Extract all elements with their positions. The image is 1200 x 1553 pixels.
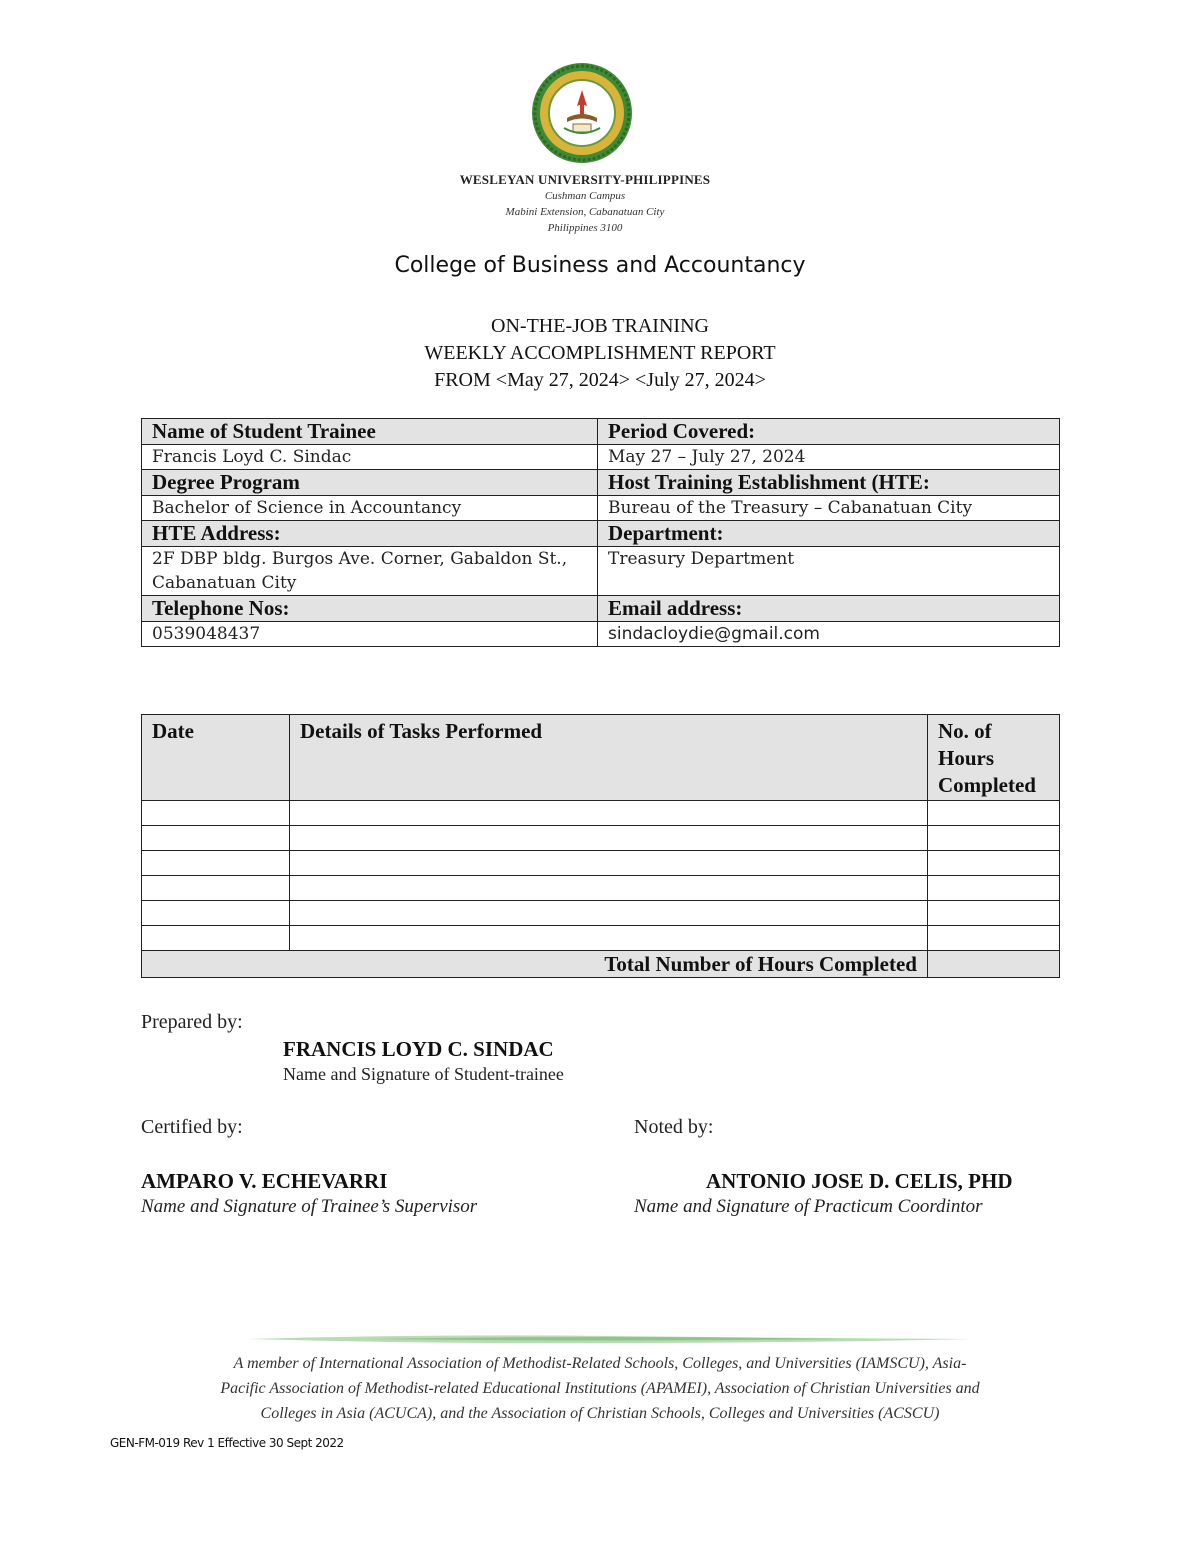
hours-cell[interactable] xyxy=(928,801,1060,826)
details-cell[interactable] xyxy=(290,876,928,901)
degree-program-label: Degree Program xyxy=(142,470,598,496)
certified-by-label: Certified by: xyxy=(141,1116,243,1138)
total-hours-value[interactable] xyxy=(928,951,1060,978)
period-covered-value: May 27 – July 27, 2024 xyxy=(598,445,1060,470)
table-row xyxy=(142,826,1060,851)
details-cell[interactable] xyxy=(290,801,928,826)
trainee-role: Name and Signature of Student-trainee xyxy=(283,1064,564,1084)
details-column-header: Details of Tasks Performed xyxy=(290,715,928,801)
hte-address-label: HTE Address: xyxy=(142,521,598,547)
hte-address-line-1: 2F DBP bldg. Burgos Ave. Corner, Gabaldon St., xyxy=(152,549,568,569)
telephone-label: Telephone Nos: xyxy=(142,596,598,622)
hours-column-header xyxy=(928,715,1060,801)
student-name-value: Francis Loyd C. Sindac xyxy=(142,445,598,470)
college-name: College of Business and Accountancy xyxy=(394,253,806,278)
footer-divider xyxy=(248,1332,970,1346)
details-cell[interactable] xyxy=(290,851,928,876)
membership-line-2: Pacific Association of Methodist-related Educational Institutions (APAMEI), Association of Christian Universities and xyxy=(220,1380,980,1397)
hours-cell[interactable] xyxy=(928,926,1060,951)
hours-header-line-2: Hours xyxy=(938,746,995,770)
table-row xyxy=(142,547,1060,596)
form-code: GEN-FM-019 Rev 1 Effective 30 Sept 2022 xyxy=(110,1436,344,1450)
email-label: Email address: xyxy=(598,596,1060,622)
details-cell[interactable] xyxy=(290,926,928,951)
membership-statement xyxy=(160,1351,1040,1426)
table-row xyxy=(142,801,1060,826)
table-row xyxy=(142,496,1060,521)
university-country: Philippines 3100 xyxy=(547,222,623,234)
trainee-info-table xyxy=(141,418,1060,647)
university-seal-logo xyxy=(531,62,633,164)
table-row xyxy=(142,876,1060,901)
coordinator-role: Name and Signature of Practicum Coordintor xyxy=(634,1196,983,1217)
date-cell[interactable] xyxy=(142,826,290,851)
telephone-value: 0539048437 xyxy=(142,622,598,647)
noted-by-label: Noted by: xyxy=(634,1116,714,1138)
total-hours-label: Total Number of Hours Completed xyxy=(142,951,928,978)
hours-cell[interactable] xyxy=(928,901,1060,926)
supervisor-name: AMPARO V. ECHEVARRI xyxy=(141,1169,388,1193)
hte-address-value xyxy=(142,547,598,596)
tasks-header-row xyxy=(142,715,1060,801)
hours-cell[interactable] xyxy=(928,851,1060,876)
hours-header-line-3: Completed xyxy=(938,773,1036,797)
table-row xyxy=(142,851,1060,876)
table-row xyxy=(142,521,1060,547)
report-title-line-3: FROM <May 27, 2024> <July 27, 2024> xyxy=(434,369,766,391)
campus-name: Cushman Campus xyxy=(544,190,626,202)
total-row xyxy=(142,951,1060,978)
table-row xyxy=(142,901,1060,926)
period-covered-label: Period Covered: xyxy=(598,419,1060,445)
email-value: sindacloydie@gmail.com xyxy=(598,622,1060,647)
university-header xyxy=(0,172,1170,236)
hours-header-line-1: No. of xyxy=(938,719,992,743)
date-cell[interactable] xyxy=(142,801,290,826)
table-row xyxy=(142,419,1060,445)
coordinator-name: ANTONIO JOSE D. CELIS, PHD xyxy=(706,1169,1013,1193)
report-title xyxy=(0,313,1200,394)
table-row xyxy=(142,445,1060,470)
date-cell[interactable] xyxy=(142,851,290,876)
membership-line-1: A member of International Association of Methodist-Related Schools, Colleges, and Universities (IAMSCU), Asia- xyxy=(233,1355,967,1372)
table-row xyxy=(142,470,1060,496)
details-cell[interactable] xyxy=(290,901,928,926)
report-title-line-1: ON-THE-JOB TRAINING xyxy=(491,315,709,337)
prepared-by-label: Prepared by: xyxy=(141,1011,243,1033)
hte-value: Bureau of the Treasury – Cabanatuan City xyxy=(598,496,1060,521)
date-cell[interactable] xyxy=(142,926,290,951)
table-row xyxy=(142,596,1060,622)
university-address: Mabini Extension, Cabanatuan City xyxy=(505,206,665,218)
trainee-name: FRANCIS LOYD C. SINDAC xyxy=(283,1037,554,1061)
date-column-header: Date xyxy=(142,715,290,801)
hte-label: Host Training Establishment (HTE: xyxy=(598,470,1060,496)
date-cell[interactable] xyxy=(142,876,290,901)
membership-line-3: Colleges in Asia (ACUCA), and the Association of Christian Schools, Colleges and Universities (ACSCU) xyxy=(260,1405,940,1422)
date-cell[interactable] xyxy=(142,901,290,926)
report-title-line-2: WEEKLY ACCOMPLISHMENT REPORT xyxy=(424,342,776,364)
department-value: Treasury Department xyxy=(598,547,1060,596)
supervisor-role: Name and Signature of Trainee’s Supervisor xyxy=(141,1196,478,1217)
table-row xyxy=(142,926,1060,951)
table-row xyxy=(142,622,1060,647)
hours-cell[interactable] xyxy=(928,826,1060,851)
student-name-label: Name of Student Trainee xyxy=(142,419,598,445)
tasks-table xyxy=(141,714,1060,978)
hte-address-line-2: Cabanatuan City xyxy=(152,573,297,593)
hours-cell[interactable] xyxy=(928,876,1060,901)
details-cell[interactable] xyxy=(290,826,928,851)
degree-program-value: Bachelor of Science in Accountancy xyxy=(142,496,598,521)
university-name: WESLEYAN UNIVERSITY-PHILIPPINES xyxy=(459,172,711,187)
department-label: Department: xyxy=(598,521,1060,547)
